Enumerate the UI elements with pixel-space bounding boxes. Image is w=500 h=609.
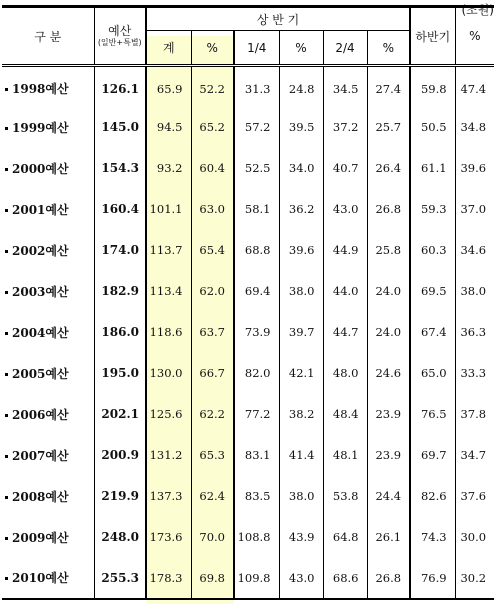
cell-q2-pct: 24.6 bbox=[367, 353, 410, 394]
header-second-half-pct: % bbox=[455, 7, 494, 66]
table-row bbox=[2, 517, 494, 558]
cell-first-half-total: 101.1 bbox=[146, 189, 191, 230]
row-label-text: 2002예산 bbox=[12, 243, 69, 258]
cell-q1: 68.8 bbox=[234, 230, 279, 271]
cell-second-half: 60.3 bbox=[410, 230, 455, 271]
cell-second-half-pct: 34.8 bbox=[455, 107, 494, 148]
cell-budget: 248.0 bbox=[94, 517, 146, 558]
cell-budget: 219.9 bbox=[94, 476, 146, 517]
bullet-icon bbox=[5, 455, 8, 458]
cell-q1: 31.3 bbox=[234, 66, 279, 107]
cell-first-half-pct: 65.4 bbox=[191, 230, 234, 271]
cell-first-half-total: 137.3 bbox=[146, 476, 191, 517]
table-row bbox=[2, 189, 494, 230]
budget-execution-table bbox=[2, 5, 494, 600]
cell-q1: 82.0 bbox=[234, 353, 279, 394]
header-q1: 1/4 bbox=[234, 31, 279, 66]
header-q2: 2/4 bbox=[323, 31, 367, 66]
cell-second-half: 82.6 bbox=[410, 476, 455, 517]
cell-second-half: 61.1 bbox=[410, 148, 455, 189]
cell-second-half: 76.5 bbox=[410, 394, 455, 435]
cell-second-half: 76.9 bbox=[410, 558, 455, 599]
header-total-pct: % bbox=[191, 31, 234, 66]
cell-q2-pct: 23.9 bbox=[367, 394, 410, 435]
table-row bbox=[2, 148, 494, 189]
cell-first-half-total: 94.5 bbox=[146, 107, 191, 148]
row-label-text: 1998예산 bbox=[12, 82, 69, 97]
header-first-half: 상 반 기 bbox=[146, 7, 410, 31]
cell-q2: 48.0 bbox=[323, 353, 367, 394]
table-row bbox=[2, 230, 494, 271]
cell-first-half-pct: 65.2 bbox=[191, 107, 234, 148]
cell-q1: 109.8 bbox=[234, 558, 279, 599]
cell-q2: 40.7 bbox=[323, 148, 367, 189]
cell-first-half-total: 118.6 bbox=[146, 312, 191, 353]
cell-first-half-total: 93.2 bbox=[146, 148, 191, 189]
cell-q1: 73.9 bbox=[234, 312, 279, 353]
cell-first-half-pct: 52.2 bbox=[191, 66, 234, 107]
table-row bbox=[2, 107, 494, 148]
row-label bbox=[2, 148, 94, 189]
cell-first-half-pct: 63.7 bbox=[191, 312, 234, 353]
cell-q2: 34.5 bbox=[323, 66, 367, 107]
cell-q1-pct: 43.0 bbox=[279, 558, 323, 599]
table-row bbox=[2, 435, 494, 476]
cell-second-half: 69.7 bbox=[410, 435, 455, 476]
cell-q2-pct: 24.0 bbox=[367, 312, 410, 353]
cell-q2: 48.1 bbox=[323, 435, 367, 476]
table-row bbox=[2, 66, 494, 107]
cell-first-half-total: 113.7 bbox=[146, 230, 191, 271]
cell-q1-pct: 38.0 bbox=[279, 271, 323, 312]
row-label-text: 2010예산 bbox=[12, 571, 69, 585]
cell-q1: 52.5 bbox=[234, 148, 279, 189]
cell-first-half-pct: 69.8 bbox=[191, 558, 234, 599]
cell-q1: 58.1 bbox=[234, 189, 279, 230]
bullet-icon bbox=[5, 209, 8, 212]
table-row bbox=[2, 353, 494, 394]
cell-q2: 43.0 bbox=[323, 189, 367, 230]
table-row bbox=[2, 558, 494, 599]
cell-second-half-pct: 38.0 bbox=[455, 271, 494, 312]
cell-q1: 83.1 bbox=[234, 435, 279, 476]
cell-q2-pct: 26.4 bbox=[367, 148, 410, 189]
header-total: 계 bbox=[146, 31, 191, 66]
row-label-text: 1999예산 bbox=[12, 120, 69, 135]
row-label-text: 2003예산 bbox=[12, 284, 69, 299]
row-label bbox=[2, 271, 94, 312]
cell-second-half: 69.5 bbox=[410, 271, 455, 312]
cell-q1: 83.5 bbox=[234, 476, 279, 517]
cell-q2-pct: 25.8 bbox=[367, 230, 410, 271]
cell-q2-pct: 26.1 bbox=[367, 517, 410, 558]
row-label bbox=[2, 476, 94, 517]
cell-first-half-pct: 62.2 bbox=[191, 394, 234, 435]
cell-first-half-pct: 62.0 bbox=[191, 271, 234, 312]
cell-budget: 186.0 bbox=[94, 312, 146, 353]
table-row bbox=[2, 312, 494, 353]
cell-second-half-pct: 30.2 bbox=[455, 558, 494, 599]
cell-q2: 64.8 bbox=[323, 517, 367, 558]
header-q1-pct: % bbox=[279, 31, 323, 66]
row-label bbox=[2, 517, 94, 558]
cell-second-half: 59.3 bbox=[410, 189, 455, 230]
header-q2-pct: % bbox=[367, 31, 410, 66]
bullet-icon bbox=[5, 168, 8, 171]
cell-first-half-total: 178.3 bbox=[146, 558, 191, 599]
row-label bbox=[2, 107, 94, 148]
cell-q2: 44.0 bbox=[323, 271, 367, 312]
cell-q2-pct: 26.8 bbox=[367, 558, 410, 599]
row-label-text: 2006예산 bbox=[12, 407, 69, 422]
row-label bbox=[2, 230, 94, 271]
cell-first-half-pct: 60.4 bbox=[191, 148, 234, 189]
cell-q1-pct: 39.5 bbox=[279, 107, 323, 148]
bullet-icon bbox=[5, 250, 8, 253]
cell-second-half-pct: 33.3 bbox=[455, 353, 494, 394]
row-label bbox=[2, 353, 94, 394]
cell-q1-pct: 24.8 bbox=[279, 66, 323, 107]
cell-q1-pct: 38.0 bbox=[279, 476, 323, 517]
row-label-text: 2004예산 bbox=[12, 325, 69, 340]
cell-second-half-pct: 37.8 bbox=[455, 394, 494, 435]
cell-q1: 69.4 bbox=[234, 271, 279, 312]
table-row bbox=[2, 394, 494, 435]
table-row bbox=[2, 271, 494, 312]
cell-second-half-pct: 34.7 bbox=[455, 435, 494, 476]
header-budget-label: 예산 bbox=[108, 24, 132, 38]
cell-first-half-total: 173.6 bbox=[146, 517, 191, 558]
row-label-text: 2001예산 bbox=[12, 202, 69, 217]
cell-q2: 48.4 bbox=[323, 394, 367, 435]
row-label-text: 2007예산 bbox=[12, 448, 69, 463]
header-category: 구 분 bbox=[2, 7, 94, 66]
row-label bbox=[2, 66, 94, 107]
cell-second-half: 59.8 bbox=[410, 66, 455, 107]
cell-q1-pct: 38.2 bbox=[279, 394, 323, 435]
cell-q2-pct: 25.7 bbox=[367, 107, 410, 148]
row-label bbox=[2, 312, 94, 353]
cell-q1-pct: 43.9 bbox=[279, 517, 323, 558]
cell-budget: 182.9 bbox=[94, 271, 146, 312]
cell-second-half-pct: 47.4 bbox=[455, 66, 494, 107]
cell-first-half-total: 131.2 bbox=[146, 435, 191, 476]
cell-second-half-pct: 30.0 bbox=[455, 517, 494, 558]
cell-first-half-total: 113.4 bbox=[146, 271, 191, 312]
bullet-icon bbox=[5, 127, 8, 130]
cell-second-half-pct: 39.6 bbox=[455, 148, 494, 189]
bullet-icon bbox=[5, 291, 8, 294]
cell-budget: 145.0 bbox=[94, 107, 146, 148]
cell-budget: 174.0 bbox=[94, 230, 146, 271]
bullet-icon bbox=[5, 414, 8, 417]
row-label bbox=[2, 558, 94, 599]
cell-first-half-pct: 62.4 bbox=[191, 476, 234, 517]
cell-second-half: 67.4 bbox=[410, 312, 455, 353]
bullet-icon bbox=[5, 537, 8, 540]
cell-second-half: 74.3 bbox=[410, 517, 455, 558]
cell-budget: 154.3 bbox=[94, 148, 146, 189]
cell-first-half-pct: 66.7 bbox=[191, 353, 234, 394]
cell-q2-pct: 24.0 bbox=[367, 271, 410, 312]
cell-q1-pct: 41.4 bbox=[279, 435, 323, 476]
unit-label: (조원) bbox=[461, 3, 494, 17]
table-row bbox=[2, 476, 494, 517]
cell-q1-pct: 34.0 bbox=[279, 148, 323, 189]
bullet-icon bbox=[5, 496, 8, 499]
cell-budget: 255.3 bbox=[94, 558, 146, 599]
cell-q2: 37.2 bbox=[323, 107, 367, 148]
row-label-text: 2005예산 bbox=[12, 366, 69, 381]
cell-q1: 108.8 bbox=[234, 517, 279, 558]
cell-q1-pct: 39.7 bbox=[279, 312, 323, 353]
cell-q2-pct: 27.4 bbox=[367, 66, 410, 107]
row-label-text: 2009예산 bbox=[12, 530, 69, 545]
cell-q1: 77.2 bbox=[234, 394, 279, 435]
cell-budget: 202.1 bbox=[94, 394, 146, 435]
cell-first-half-pct: 65.3 bbox=[191, 435, 234, 476]
header-budget bbox=[94, 7, 146, 66]
cell-second-half-pct: 37.0 bbox=[455, 189, 494, 230]
cell-second-half-pct: 36.3 bbox=[455, 312, 494, 353]
cell-second-half: 50.5 bbox=[410, 107, 455, 148]
cell-q1-pct: 36.2 bbox=[279, 189, 323, 230]
cell-budget: 200.9 bbox=[94, 435, 146, 476]
bullet-icon bbox=[5, 88, 8, 91]
bullet-icon bbox=[5, 373, 8, 376]
row-label bbox=[2, 394, 94, 435]
cell-q2-pct: 24.4 bbox=[367, 476, 410, 517]
cell-second-half: 65.0 bbox=[410, 353, 455, 394]
cell-first-half-pct: 70.0 bbox=[191, 517, 234, 558]
row-label bbox=[2, 435, 94, 476]
cell-second-half-pct: 37.6 bbox=[455, 476, 494, 517]
cell-budget: 126.1 bbox=[94, 66, 146, 107]
cell-q2: 44.7 bbox=[323, 312, 367, 353]
row-label-text: 2000예산 bbox=[12, 161, 69, 176]
cell-first-half-total: 130.0 bbox=[146, 353, 191, 394]
cell-q2: 44.9 bbox=[323, 230, 367, 271]
cell-second-half-pct: 34.6 bbox=[455, 230, 494, 271]
header-second-half: 하반기 bbox=[410, 7, 455, 66]
cell-first-half-total: 65.9 bbox=[146, 66, 191, 107]
cell-budget: 160.4 bbox=[94, 189, 146, 230]
cell-q1: 57.2 bbox=[234, 107, 279, 148]
row-label-text: 2008예산 bbox=[12, 489, 69, 504]
cell-q2-pct: 23.9 bbox=[367, 435, 410, 476]
cell-first-half-total: 125.6 bbox=[146, 394, 191, 435]
cell-q2: 53.8 bbox=[323, 476, 367, 517]
cell-first-half-pct: 63.0 bbox=[191, 189, 234, 230]
cell-q2: 68.6 bbox=[323, 558, 367, 599]
bullet-icon bbox=[5, 332, 8, 335]
cell-budget: 195.0 bbox=[94, 353, 146, 394]
cell-q2-pct: 26.8 bbox=[367, 189, 410, 230]
cell-q1-pct: 42.1 bbox=[279, 353, 323, 394]
cell-q1-pct: 39.6 bbox=[279, 230, 323, 271]
row-label bbox=[2, 189, 94, 230]
header-budget-sub: (일반+특별) bbox=[97, 38, 142, 47]
bullet-icon bbox=[5, 577, 8, 580]
